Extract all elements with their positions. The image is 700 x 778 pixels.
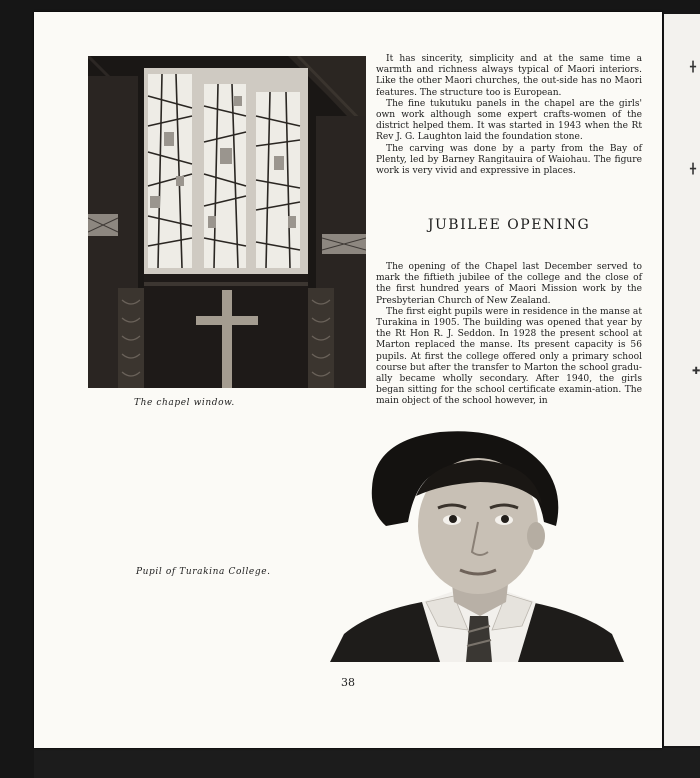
paragraph: The carving was done by a party from the Bay of Plenty, led by Barney Rangitauira of Waiohau. The figure work is very vivid and expressive in places.: [376, 143, 642, 177]
pupil-caption: Pupil of Turakina College.: [136, 567, 271, 577]
paragraph: The first eight pupils were in residence in the manse at Turakina in 1905. The building was opened that year by the Rt Hon R. J. Seddon. In 1928 the present school at Marton replaced the manse. Its present capacity is 56 pupils. At first the college offered only a primary school course but after the transfer to Marton the school gradu-ally became wholly secondary. After 1940, the girls began sitting for the school certificate examin-ation. The main object of the school however, in: [376, 306, 642, 407]
intro-text-column: [376, 54, 642, 177]
scan-background: [34, 748, 700, 778]
chapel-window-caption: The chapel window.: [134, 398, 235, 408]
section-heading: JUBILEE OPENING: [427, 217, 591, 233]
paragraph: The opening of the Chapel last December served to mark the fiftieth jubilee of the college and the close of the first hundred years of Maori Mission work by the Presbyterian Church of New Zealand.: [376, 262, 642, 306]
margin-mark: ✚: [692, 366, 700, 377]
paragraph: It has sincerity, simplicity and at the same time a warmth and richness always typical of Maori interiors. Like the other Maori churches, the out-side has no Maori features. The structure too is European.: [376, 54, 642, 98]
page-number: 38: [341, 676, 355, 689]
pupil-portrait-photo: [330, 426, 624, 662]
margin-mark: ╋: [690, 164, 697, 175]
facing-page-edge: [664, 14, 700, 746]
chapel-window-photo: [88, 56, 366, 388]
book-page: [34, 12, 662, 748]
jubilee-text-column: [376, 262, 642, 408]
margin-mark: ╋: [690, 62, 697, 73]
paragraph: The fine tukutuku panels in the chapel are the girls' own work although some expert crafts-women of the district helped them. It was started in 1943 when the Rt Rev J. G. Laughton laid the foundation stone.: [376, 98, 642, 143]
